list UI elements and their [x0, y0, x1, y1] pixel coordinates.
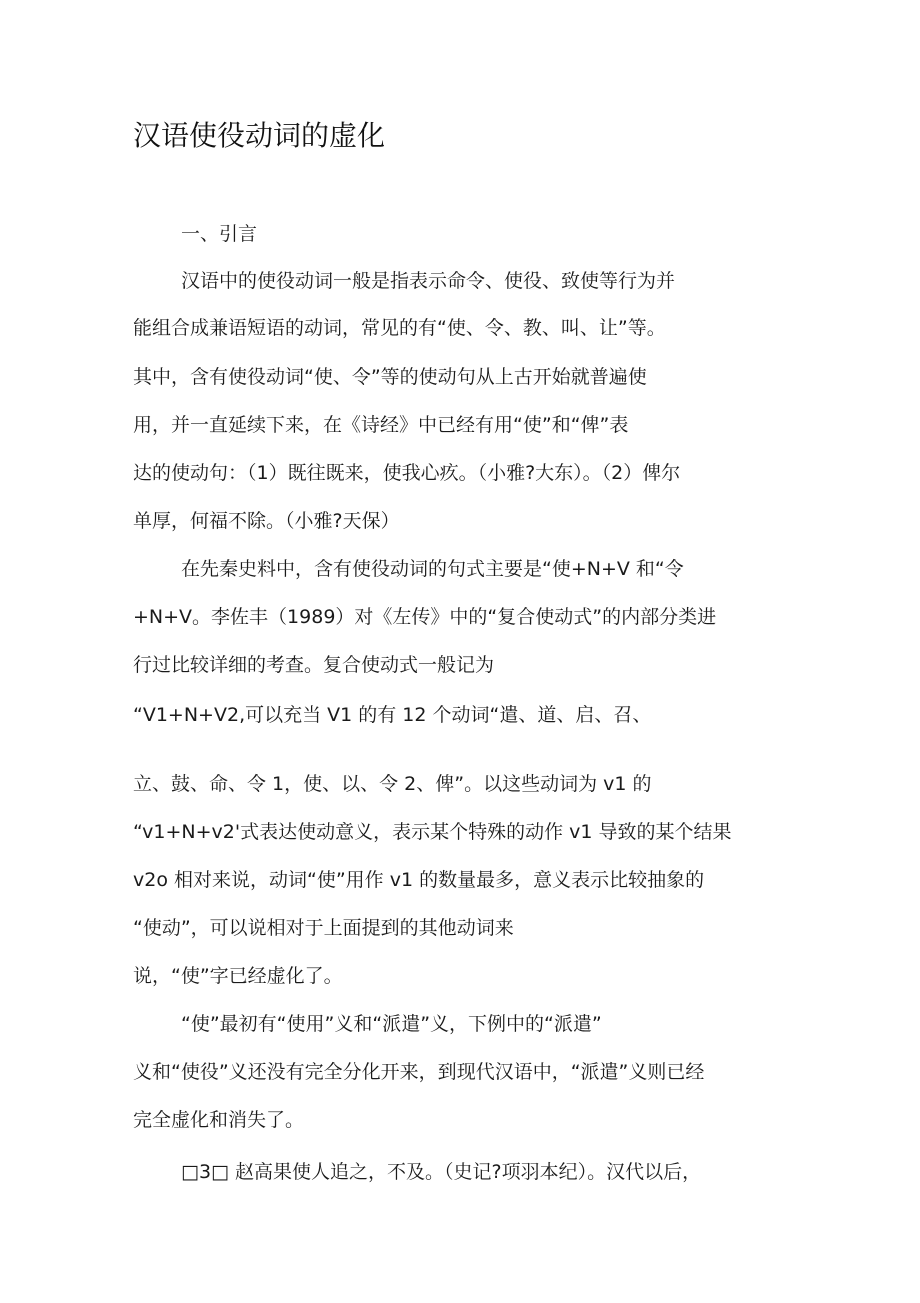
paragraph-line: v2o 相对来说，动词“使”用作 v1 的数量最多，意义表示比较抽象的: [133, 869, 705, 891]
paragraph-line: 说，“使”字已经虚化了。: [133, 965, 343, 987]
paragraph-line: 在先秦史料中，含有使役动词的句式主要是“使+N+V 和“令: [181, 558, 684, 580]
paragraph-line: 用，并一直延续下来，在《诗经》中已经有用“使”和“俾”表: [133, 414, 629, 436]
paragraph-line: 其中，含有使役动词“使、令”等的使动句从上古开始就普遍使: [133, 366, 647, 388]
paragraph-line: 汉语中的使役动词一般是指表示命令、使役、致使等行为并: [181, 270, 676, 292]
paragraph-line: 义和“使役”义还没有完全分化开来，到现代汉语中，“派遣”义则已经: [133, 1061, 705, 1083]
section-heading: 一、引言: [181, 223, 258, 245]
paragraph-line: “V1+N+V2,可以充当 V1 的有 12 个动词“遣、道、启、召、: [133, 704, 652, 726]
paragraph-line: 能组合成兼语短语的动词，常见的有“使、令、教、叫、让”等。: [133, 317, 666, 339]
paragraph-line: “使动”，可以说相对于上面提到的其他动词来: [133, 917, 514, 939]
paragraph-line: “v1+N+v2'式表达使动意义，表示某个特殊的动作 v1 导致的某个结果: [133, 821, 732, 843]
paragraph-line: 达的使动句：（1）既往既来，使我心疚。（小雅?大东）。（2）俾尔: [133, 462, 681, 484]
paragraph-line: 立、鼓、命、令 1，使、以、令 2、俾”。以这些动词为 v1 的: [133, 773, 652, 795]
document-title: 汉语使役动词的虚化: [133, 119, 386, 152]
paragraph-line: +N+V。李佐丰（1989）对《左传》中的“复合使动式”的内部分类进: [133, 606, 717, 628]
paragraph-line: 行过比较详细的考查。复合使动式一般记为: [133, 654, 495, 676]
paragraph-line: 单厚，何福不除。（小雅?天保）: [133, 510, 400, 532]
paragraph-line: “使”最初有“使用”义和“派遣”义，下例中的“派遣”: [181, 1013, 602, 1035]
example-line: □3□ 赵高果使人追之，不及。（史记?项羽本纪）。汉代以后，: [181, 1161, 702, 1183]
paragraph-line: 完全虚化和消失了。: [133, 1109, 305, 1131]
